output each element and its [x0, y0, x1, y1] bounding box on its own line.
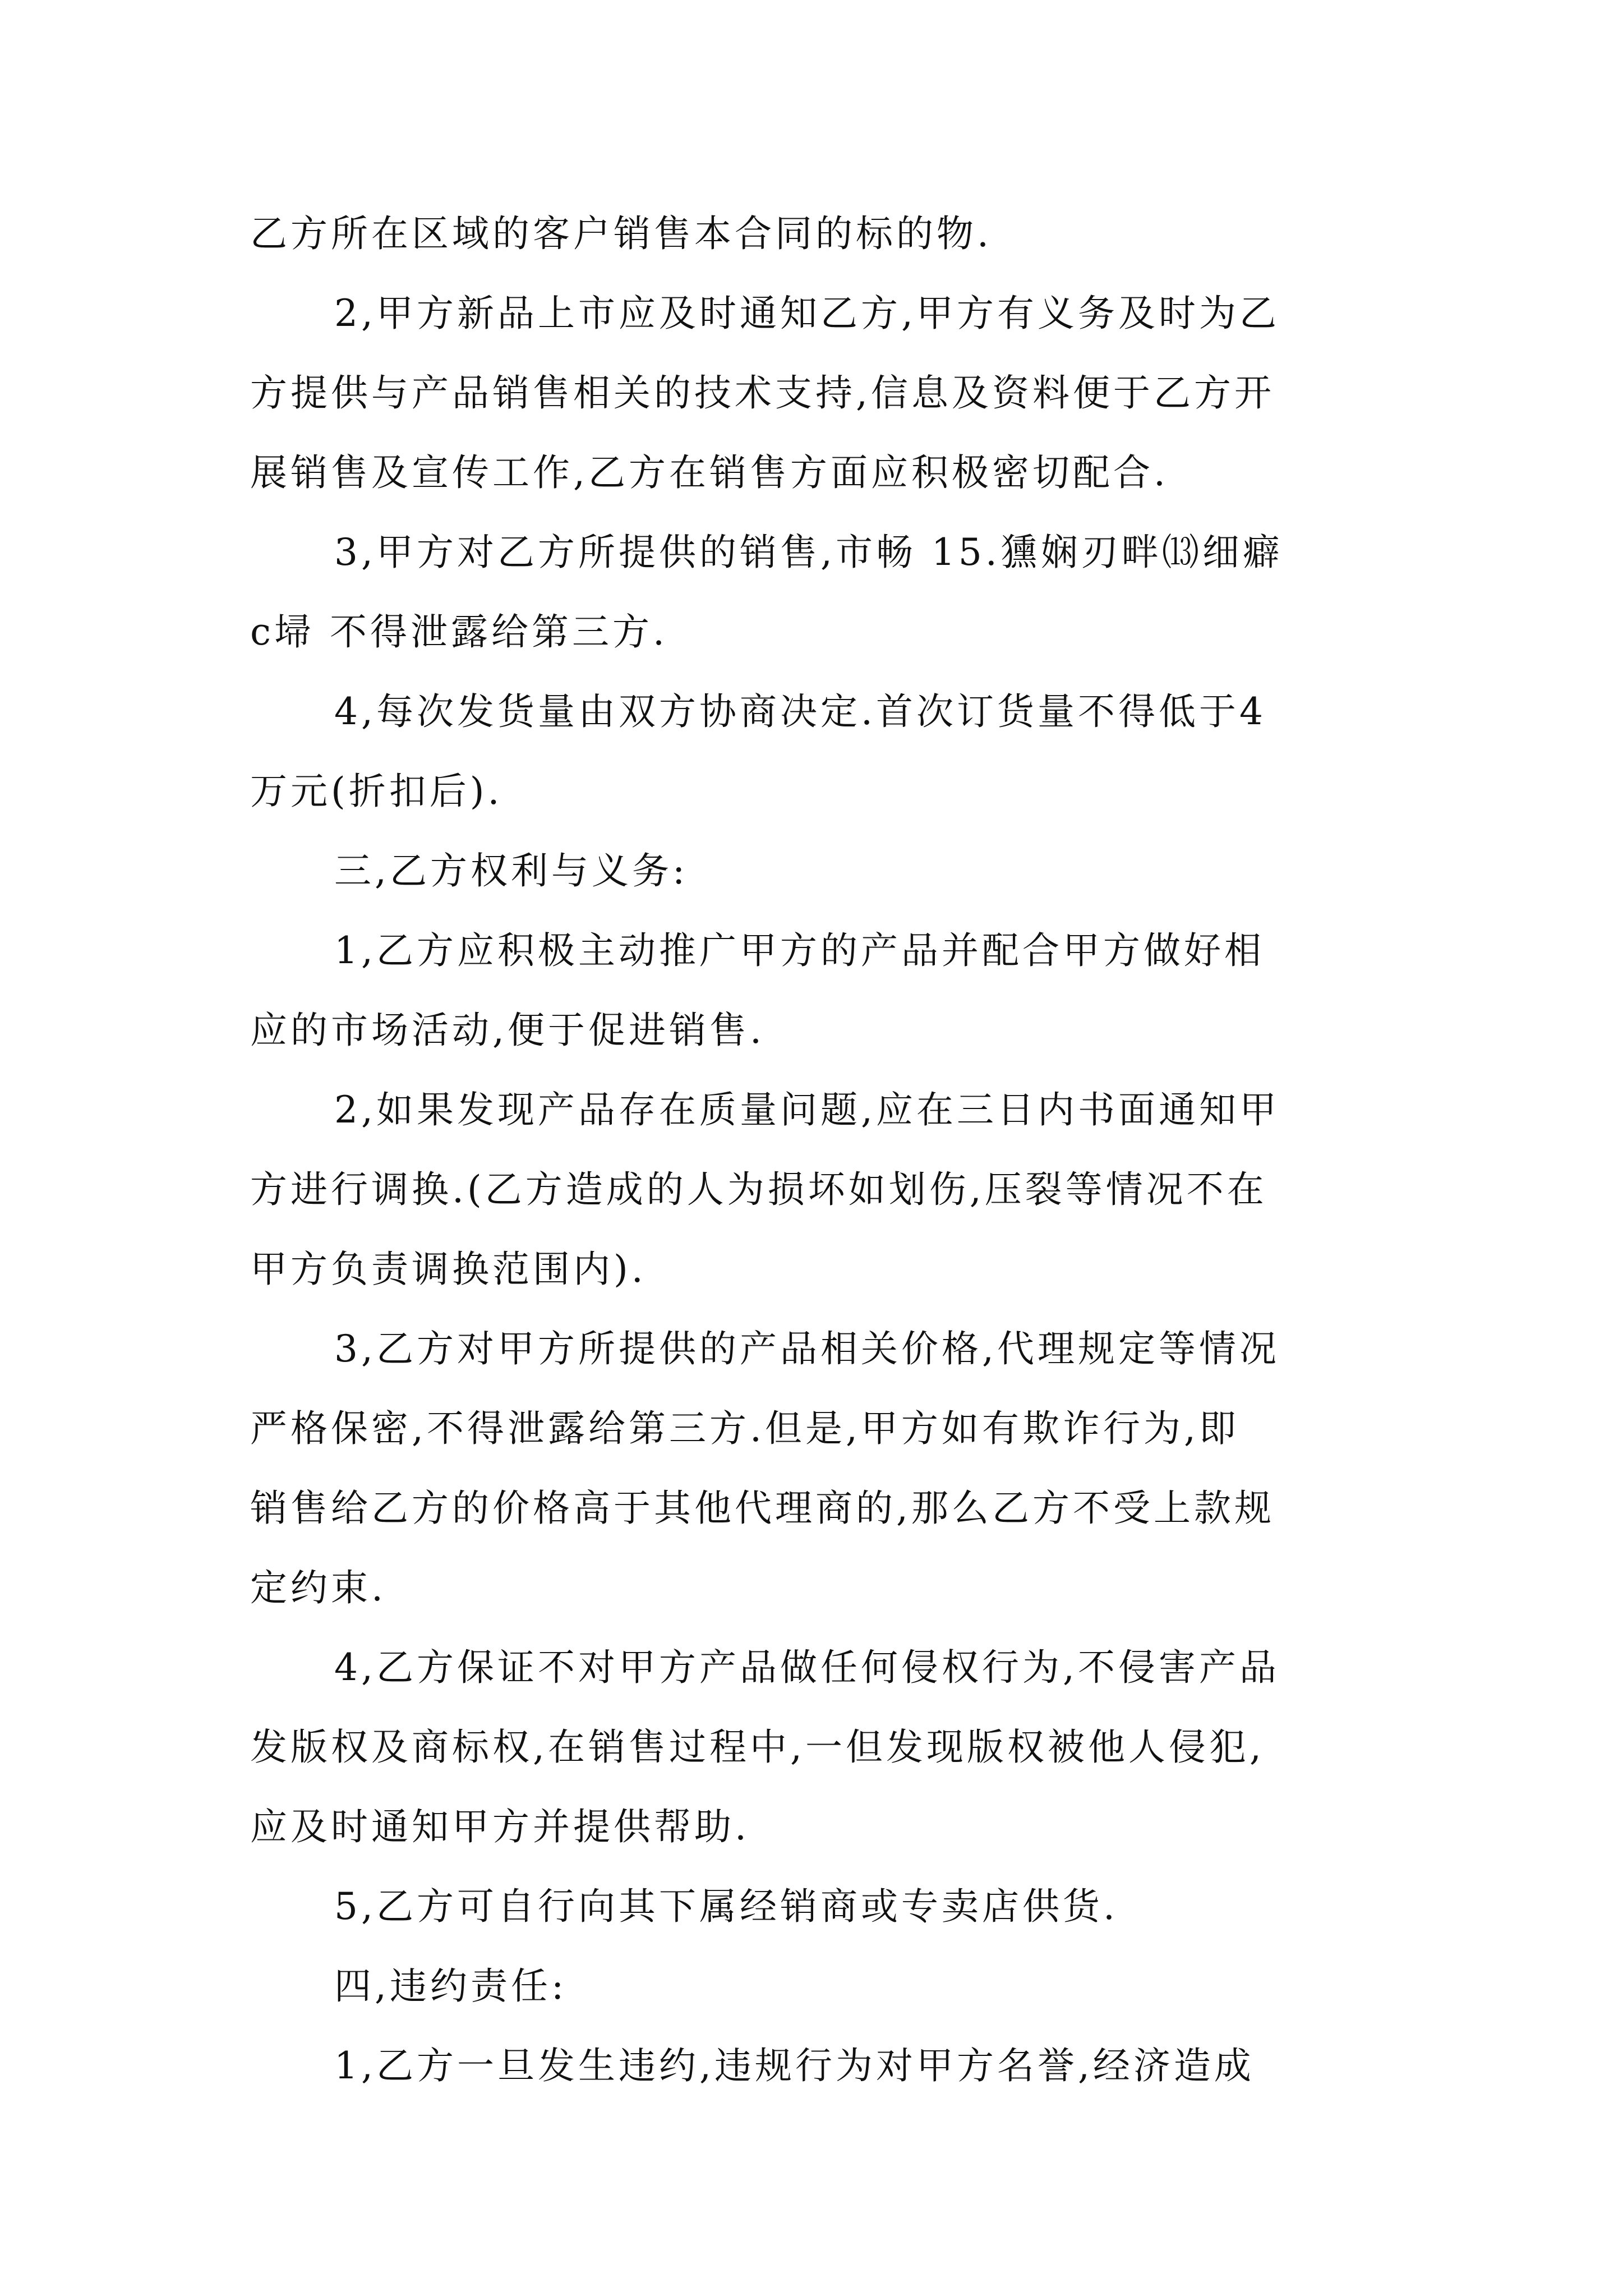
text-line: 方进行调换.(乙方造成的人为损坏如划伤,压裂等情况不在 — [250, 1168, 1267, 1211]
text-line: 展销售及宣传工作,乙方在销售方面应积极密切配合. — [250, 451, 1169, 494]
text-line: 定约束. — [250, 1566, 386, 1609]
text-line: 万元(折扣后). — [250, 770, 503, 813]
text-line: 3,甲方对乙方所提供的销售,市畅 15.獯娴刃畔⒀细癖 — [334, 531, 1283, 574]
text-line: 1,乙方一旦发生违约,违规行为对甲方名誉,经济造成 — [334, 2044, 1255, 2087]
section-heading: 四,违约责任: — [334, 1964, 568, 2008]
text-line: 4,每次发货量由双方协商决定.首次订货量不得低于4 — [334, 690, 1266, 733]
text-line: 3,乙方对甲方所提供的产品相关价格,代理规定等情况 — [334, 1327, 1280, 1370]
text-line: 应及时通知甲方并提供帮助. — [250, 1805, 750, 1848]
text-line: 方提供与产品销售相关的技术支持,信息及资料便于乙方开 — [250, 371, 1275, 415]
text-line: 销售给乙方的价格高于其他代理商的,那么乙方不受上款规 — [250, 1487, 1275, 1530]
section-heading: 三,乙方权利与义务: — [334, 849, 689, 892]
text-line: 乙方所在区域的客户销售本合同的标的物. — [250, 212, 992, 255]
text-line: 发版权及商标权,在销售过程中,一但发现版权被他人侵犯, — [250, 1726, 1265, 1769]
text-line: c埽 不得泄露给第三方. — [250, 610, 668, 654]
text-line: 2,如果发现产品存在质量问题,应在三日内书面通知甲 — [334, 1088, 1280, 1131]
text-line: 4,乙方保证不对甲方产品做任何侵权行为,不侵害产品 — [334, 1646, 1280, 1689]
text-line: 应的市场活动,便于促进销售. — [250, 1009, 765, 1052]
text-line: 甲方负责调换范围内). — [250, 1248, 647, 1291]
text-line: 1,乙方应积极主动推广甲方的产品并配合甲方做好相 — [334, 929, 1265, 972]
text-line: 5,乙方可自行向其下属经销商或专卖店供货. — [334, 1885, 1118, 1928]
text-line: 严格保密,不得泄露给第三方.但是,甲方如有欺诈行为,即 — [250, 1407, 1239, 1450]
text-line: 2,甲方新品上市应及时通知乙方,甲方有义务及时为乙 — [334, 292, 1280, 335]
